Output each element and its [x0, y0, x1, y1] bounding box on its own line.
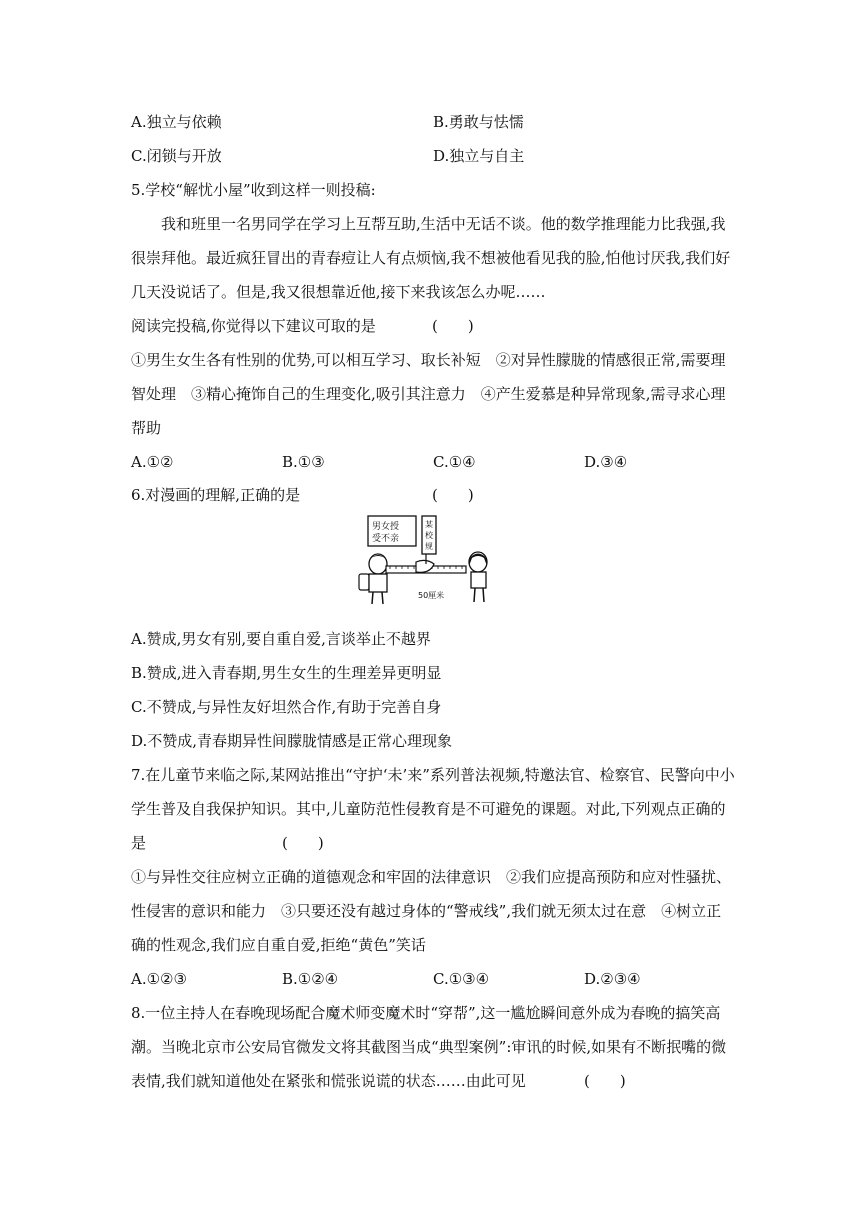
- q5-items-line: 帮助: [131, 419, 162, 437]
- q6-option-d: D.不赞成,青春期异性间朦胧情感是正常心理现象: [131, 732, 453, 750]
- q8-stem-line: 潮。当晚北京市公安局官微发文将其截图当成“典型案例”:审讯的时候,如果有不断抿嘴的微: [131, 1038, 727, 1056]
- q7-stem-line: 学生普及自我保护知识。其中,儿童防范性侵教育是不可避免的课题。对此,下列观点正确的: [131, 800, 726, 818]
- q7-items-line: 性侵害的意识和能力 ③只要还没有越过身体的“警戒线”,我们就无须太过在意 ④树立正: [131, 902, 722, 920]
- q7-items-line: ①与异性交往应树立正确的道德观念和牢固的法律意识 ②我们应提高预防和应对性骚扰、: [131, 868, 732, 886]
- q8-stem-line: 表情,我们就知道他处在紧张和慌张说谎的状态……由此可见: [131, 1072, 526, 1090]
- q6-answer-paren: ( ): [432, 486, 474, 504]
- q7-option-c: C.①③④: [433, 970, 490, 988]
- q5-letter-line: 我和班里一名男同学在学习上互帮互助,生活中无话不谈。他的数学推理能力比我强,我: [161, 215, 726, 233]
- q5-answer-paren: ( ): [432, 317, 474, 335]
- q5-option-a: A.①②: [131, 453, 174, 471]
- q5-stem: 5.学校“解忧小屋”收到这样一则投稿:: [131, 181, 376, 199]
- q7-stem-line: 是: [131, 834, 147, 852]
- q7-option-d: D.②③④: [584, 970, 641, 988]
- q5-option-b: B.①③: [282, 453, 325, 471]
- q6-option-c: C.不赞成,与异性友好坦然合作,有助于完善自身: [131, 698, 442, 716]
- q8-stem-line: 8.一位主持人在春晚现场配合魔术师变魔术时“穿帮”,这一尴尬瞬间意外成为春晚的搞笑高: [131, 1004, 721, 1022]
- q5-items-line: 智处理 ③精心掩饰自己的生理变化,吸引其注意力 ④产生爱慕是种异常现象,需寻求心理: [131, 385, 726, 403]
- q5-items-line: ①男生女生各有性别的优势,可以相互学习、取长补短 ②对异性朦胧的情感很正常,需要理: [131, 351, 726, 369]
- q8-answer-paren: ( ): [584, 1072, 626, 1090]
- sign-left-text-2: 受不亲: [372, 534, 400, 544]
- ruler-label: 50厘米: [418, 591, 445, 600]
- sign-right-char-1: 某: [425, 520, 433, 529]
- q4-option-b: B.勇敢与怯懦: [433, 113, 524, 131]
- q5-option-c: C.①④: [433, 453, 476, 471]
- q6-option-a: A.赞成,男女有别,要自重自爱,言谈举止不越界: [131, 630, 431, 648]
- q7-answer-paren: ( ): [282, 834, 324, 852]
- q5-letter-line: 很崇拜他。最近疯狂冒出的青春痘让人有点烦恼,我不想被他看见我的脸,怕他讨厌我,我们好: [131, 249, 731, 267]
- q4-option-a: A.独立与依赖: [131, 113, 222, 131]
- q4-option-c: C.闭锁与开放: [131, 147, 222, 165]
- q7-items-line: 确的性观念,我们应自重自爱,拒绝“黄色”笑话: [131, 936, 426, 954]
- q4-option-d: D.独立与自主: [433, 147, 525, 165]
- q7-option-a: A.①②③: [131, 970, 187, 988]
- q6-stem: 6.对漫画的理解,正确的是: [131, 486, 301, 504]
- sign-right-char-3: 规: [425, 542, 433, 551]
- sign-right-char-2: 校: [425, 531, 433, 540]
- ruler-figure: [386, 554, 466, 573]
- boy-figure: [359, 554, 387, 604]
- sign-left-text-1: 男女授: [372, 522, 400, 532]
- q5-option-d: D.③④: [584, 453, 628, 471]
- cartoon-image: [356, 514, 504, 606]
- q5-prompt: 阅读完投稿,你觉得以下建议可取的是: [131, 317, 376, 335]
- girl-figure: [469, 552, 487, 602]
- q7-option-b: B.①②④: [282, 970, 339, 988]
- q5-letter-line: 几天没说话了。但是,我又很想靠近他,接下来我该怎么办呢……: [131, 283, 546, 301]
- q7-stem-line: 7.在儿童节来临之际,某网站推出“守护‘未’来”系列普法视频,特邀法官、检察官、民警向中小: [131, 766, 735, 784]
- q6-option-b: B.赞成,进入青春期,男生女生的生理差异更明显: [131, 664, 442, 682]
